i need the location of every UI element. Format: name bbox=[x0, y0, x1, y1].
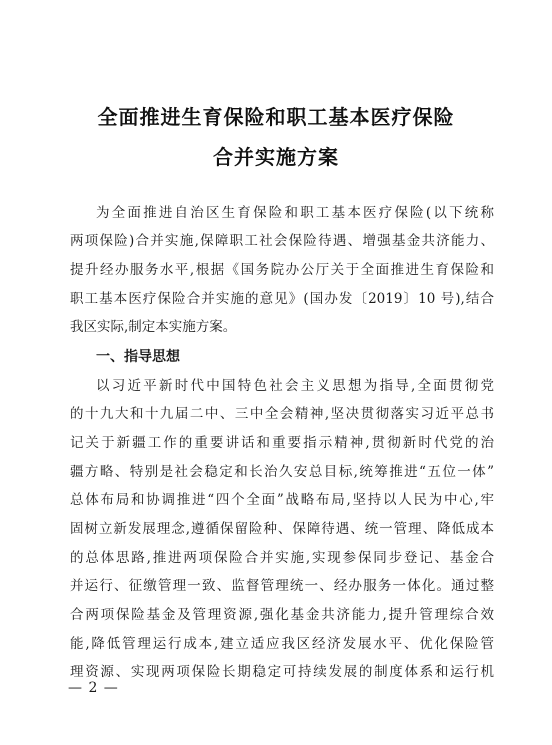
body-line: 以习近平新时代中国特色社会主义思想为指导,全面贯彻党 bbox=[96, 378, 494, 394]
intro-line: 职工基本医疗保险合并实施的意见》(国办发〔2019〕10 号),结合 bbox=[70, 291, 494, 307]
body-line: 固树立新发展理念,遵循保留险种、保障待遇、统一管理、降低成本 bbox=[70, 521, 494, 537]
body-line: 记关于新疆工作的重要讲话和重要指示精神,贯彻新时代党的治 bbox=[70, 435, 494, 451]
page-number: — 2 — bbox=[68, 680, 119, 696]
body-line: 能,降低管理运行成本,建立适应我区经济发展水平、优化保险管 bbox=[70, 636, 494, 652]
intro-line: 两项保险)合并实施,保障职工社会保险待遇、增强基金共济能力、 bbox=[70, 233, 494, 249]
section-heading: 一、指导思想 bbox=[96, 349, 180, 365]
body-line: 疆方略、特别是社会稳定和长治久安总目标,统筹推进“五位一体” bbox=[70, 464, 494, 480]
body-line: 并运行、征缴管理一致、监督管理统一、经办服务一体化。通过整 bbox=[70, 578, 494, 594]
body-line: 合两项保险基金及管理资源,强化基金共济能力,提升管理综合效 bbox=[70, 607, 494, 623]
document-title-line-2: 合并实施方案 bbox=[213, 145, 339, 169]
intro-line: 为全面推进自治区生育保险和职工基本医疗保险(以下统称 bbox=[96, 205, 494, 221]
body-line: 理资源、实现两项保险长期稳定可持续发展的制度体系和运行机 bbox=[70, 664, 494, 680]
body-line: 总体布局和协调推进“四个全面”战略布局,坚持以人民为中心,牢 bbox=[70, 492, 494, 508]
body-line: 的总体思路,推进两项保险合并实施,实现参保同步登记、基金合 bbox=[70, 550, 494, 566]
document-title-line-1: 全面推进生育保险和职工基本医疗保险 bbox=[97, 105, 455, 129]
intro-line: 我区实际,制定本实施方案。 bbox=[70, 319, 237, 335]
body-line: 的十九大和十九届二中、三中全会精神,坚决贯彻落实习近平总书 bbox=[70, 406, 494, 422]
intro-line: 提升经办服务水平,根据《国务院办公厅关于全面推进生育保险和 bbox=[70, 262, 494, 278]
